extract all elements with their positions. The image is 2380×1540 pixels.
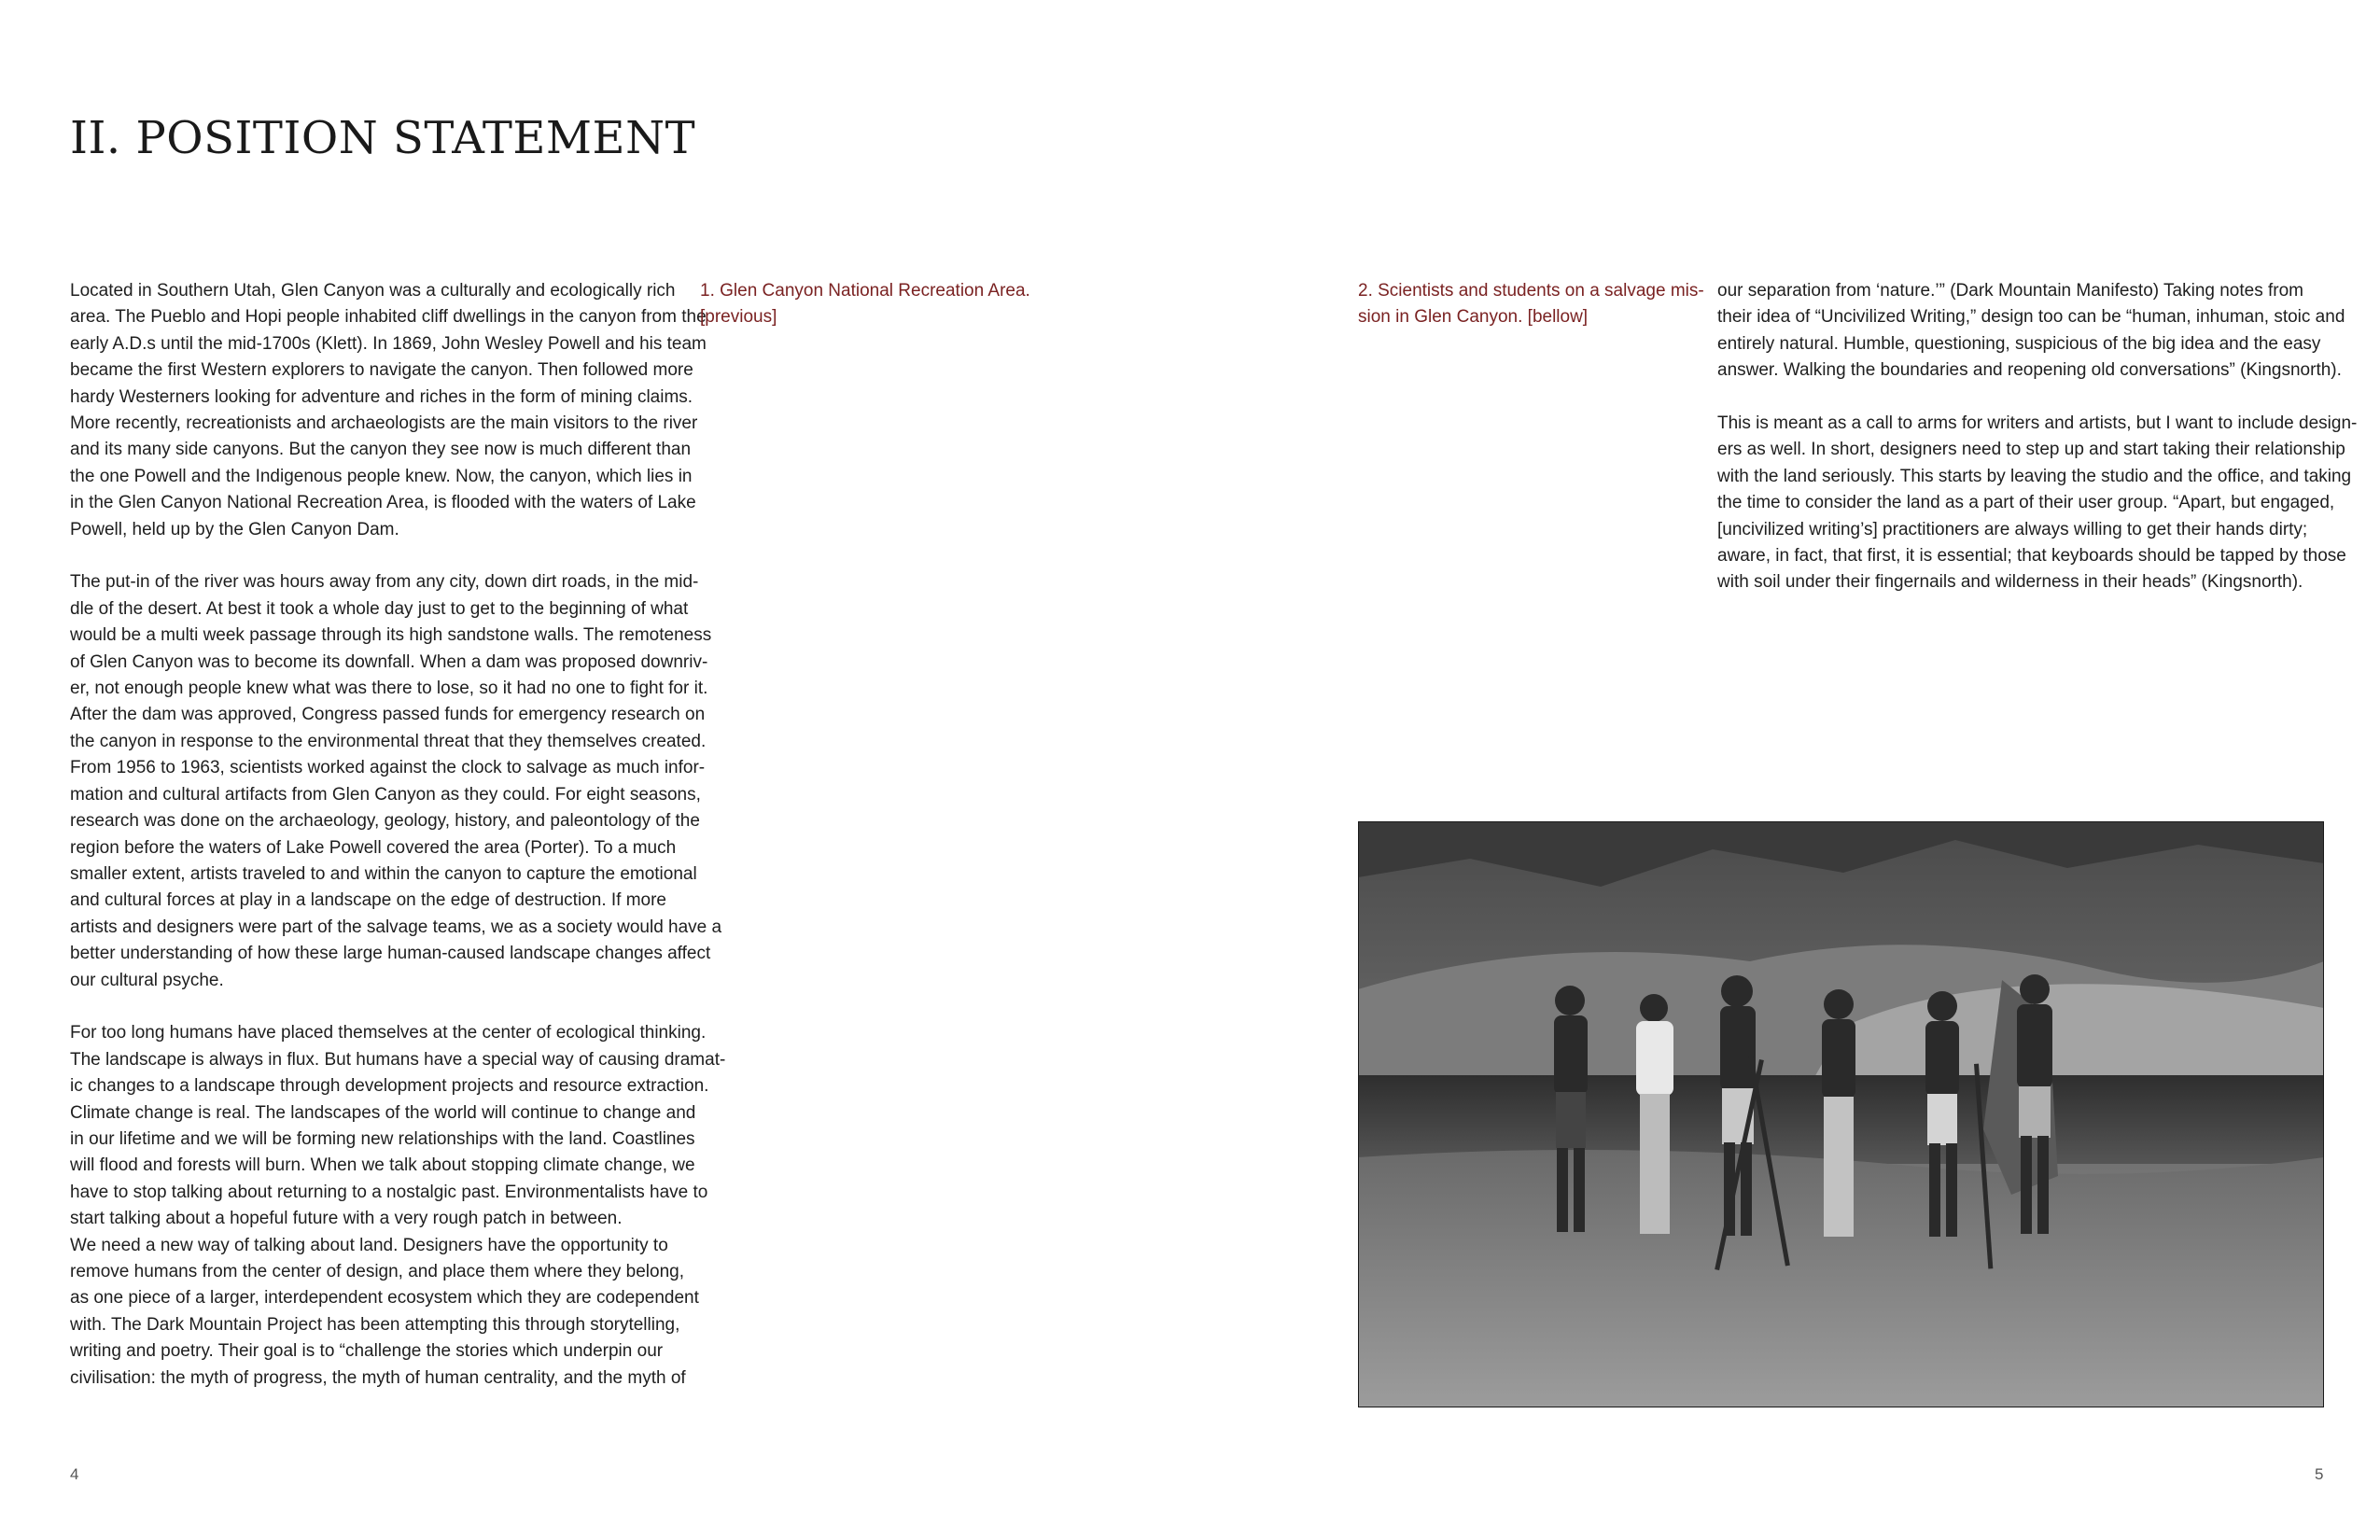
left-text-column	[70, 278, 726, 1392]
text-line: our cultural psyche.	[70, 970, 224, 990]
text-line: writing and poetry. Their goal is to “challenge the stories which underpin our	[70, 1341, 664, 1362]
text-line: The put-in of the river was hours away from any city, down dirt roads, in the mid-	[70, 572, 699, 593]
text-line: artists and designers were part of the salvage teams, we as a society would have a	[70, 917, 722, 937]
text-line: mation and cultural artifacts from Glen Canyon as they could. For eight seasons,	[70, 784, 701, 805]
page-title: II. POSITION STATEMENT	[70, 112, 696, 164]
text-line: in the Glen Canyon National Recreation Area, is flooded with the waters of Lake	[70, 493, 696, 513]
text-line: civilisation: the myth of progress, the myth of human centrality, and the myth of	[70, 1367, 686, 1388]
text-line: [uncivilized writing’s] practitioners are always willing to get their hands dirty;	[1717, 519, 2308, 539]
text-line: better understanding of how these large human-caused landscape changes affect	[70, 944, 711, 964]
text-line: area. The Pueblo and Hopi people inhabited cliff dwellings in the canyon from the	[70, 307, 707, 328]
text-line: research was done on the archaeology, geology, history, and paleontology of the	[70, 811, 700, 832]
text-line: will flood and forests will burn. When we talk about stopping climate change, we	[70, 1155, 695, 1176]
text-line: the canyon in response to the environmental threat that they themselves created.	[70, 731, 707, 751]
text-line: sion in Glen Canyon. [bellow]	[1358, 307, 1589, 328]
text-line: Climate change is real. The landscapes of the world will continue to change and	[70, 1102, 696, 1123]
text-line: From 1956 to 1963, scientists worked against the clock to salvage as much infor-	[70, 758, 706, 778]
text-line: remove humans from the center of design, and place them where they belong,	[70, 1262, 684, 1281]
text-line: aware, in fact, that first, it is essential; that keyboards should be tapped by those	[1717, 546, 2346, 567]
text-line: and cultural forces at play in a landscape on the edge of destruction. If more	[70, 890, 666, 911]
text-line: answer. Walking the boundaries and reopening old conversations” (Kingsnorth).	[1717, 360, 2342, 381]
text-line: the one Powell and the Indigenous people knew. Now, the canyon, which lies in	[70, 466, 693, 486]
text-line: start talking about a hopeful future with a very rough patch in between.	[70, 1209, 623, 1229]
text-line: of Glen Canyon was to become its downfall. When a dam was proposed downriv-	[70, 651, 708, 672]
photo-illustration	[1358, 821, 2324, 1407]
paragraph-ecological-thinking	[70, 1020, 726, 1232]
text-line: dle of the desert. At best it took a whole day just to get to the beginning of what	[70, 598, 689, 619]
text-line: and its many side canyons. But the canyon they see now is much different than	[70, 440, 692, 460]
text-line: After the dam was approved, Congress passed funds for emergency research on	[70, 705, 706, 725]
text-line: We need a new way of talking about land. Designers have the opportunity to	[70, 1235, 668, 1255]
text-line: the time to consider the land as a part of their user group. “Apart, but engaged,	[1717, 493, 2335, 513]
salvage-team-photo	[1358, 821, 2324, 1407]
text-line: More recently, recreationists and archaeologists are the main visitors to the river	[70, 413, 698, 434]
text-line: with soil under their fingernails and wilderness in their heads” (Kingsnorth).	[1717, 572, 2303, 593]
text-line: [previous]	[700, 307, 777, 328]
text-line: have to stop talking about returning to a nostalgic past. Environmentalists have to	[70, 1182, 708, 1202]
text-line: Located in Southern Utah, Glen Canyon was a culturally and ecologically rich	[70, 281, 676, 301]
caption-salvage-mission	[1358, 278, 1703, 331]
text-line: smaller extent, artists traveled to and within the canyon to capture the emotional	[70, 863, 697, 884]
text-line: with. The Dark Mountain Project has been attempting this through storytelling,	[70, 1314, 680, 1335]
text-line: This is meant as a call to arms for writers and artists, but I want to include design-	[1717, 413, 2358, 434]
text-line: ers as well. In short, designers need to step up and start taking their relationship	[1717, 440, 2345, 460]
paragraph-glen-canyon-history	[70, 278, 707, 543]
text-line: er, not enough people knew what was there to lose, so it had no one to fight for it.	[70, 679, 708, 699]
text-line: hardy Westerners looking for adventure and riches in the form of mining claims.	[70, 386, 693, 407]
text-line: our separation from ‘nature.’” (Dark Mountain Manifesto) Taking notes from	[1717, 281, 2303, 301]
text-line: their idea of “Uncivilized Writing,” design too can be “human, inhuman, stoic and	[1717, 307, 2345, 328]
paragraph-dark-mountain	[1717, 278, 2345, 385]
paragraph-call-to-arms	[1717, 411, 2358, 596]
text-line: as one piece of a larger, interdependent ecosystem which they are codependent	[70, 1288, 699, 1309]
text-line: 1. Glen Canyon National Recreation Area.	[700, 281, 1030, 301]
text-line: in our lifetime and we will be forming new relationships with the land. Coastlines	[70, 1128, 695, 1149]
text-line: ic changes to a landscape through development projects and resource extraction.	[70, 1076, 709, 1097]
text-line: Powell, held up by the Glen Canyon Dam.	[70, 519, 399, 539]
text-line: 2. Scientists and students on a salvage mis-	[1358, 281, 1704, 301]
text-line: The landscape is always in flux. But humans have a special way of causing dramat-	[70, 1049, 726, 1070]
page-number-right: 5	[2315, 1465, 2324, 1483]
text-line: region before the waters of Lake Powell covered the area (Porter). To a much	[70, 837, 677, 858]
caption-recreation-area	[700, 278, 1055, 331]
text-line: would be a multi week passage through its high sandstone walls. The remoteness	[70, 625, 712, 646]
text-line: early A.D.s until the mid-1700s (Klett). In 1869, John Wesley Powell and his team	[70, 333, 707, 354]
right-text-column	[1717, 278, 2358, 596]
text-line: entirely natural. Humble, questioning, suspicious of the big idea and the easy	[1717, 333, 2321, 354]
text-line: became the first Western explorers to navigate the canyon. Then followed more	[70, 360, 693, 381]
text-line: with the land seriously. This starts by leaving the studio and the office, and taking	[1717, 466, 2352, 486]
page-number-left: 4	[70, 1465, 79, 1483]
text-line: For too long humans have placed themselves at the center of ecological thinking.	[70, 1023, 707, 1043]
paragraph-new-way-of-talking	[70, 1233, 699, 1392]
paragraph-salvage-research	[70, 569, 722, 994]
